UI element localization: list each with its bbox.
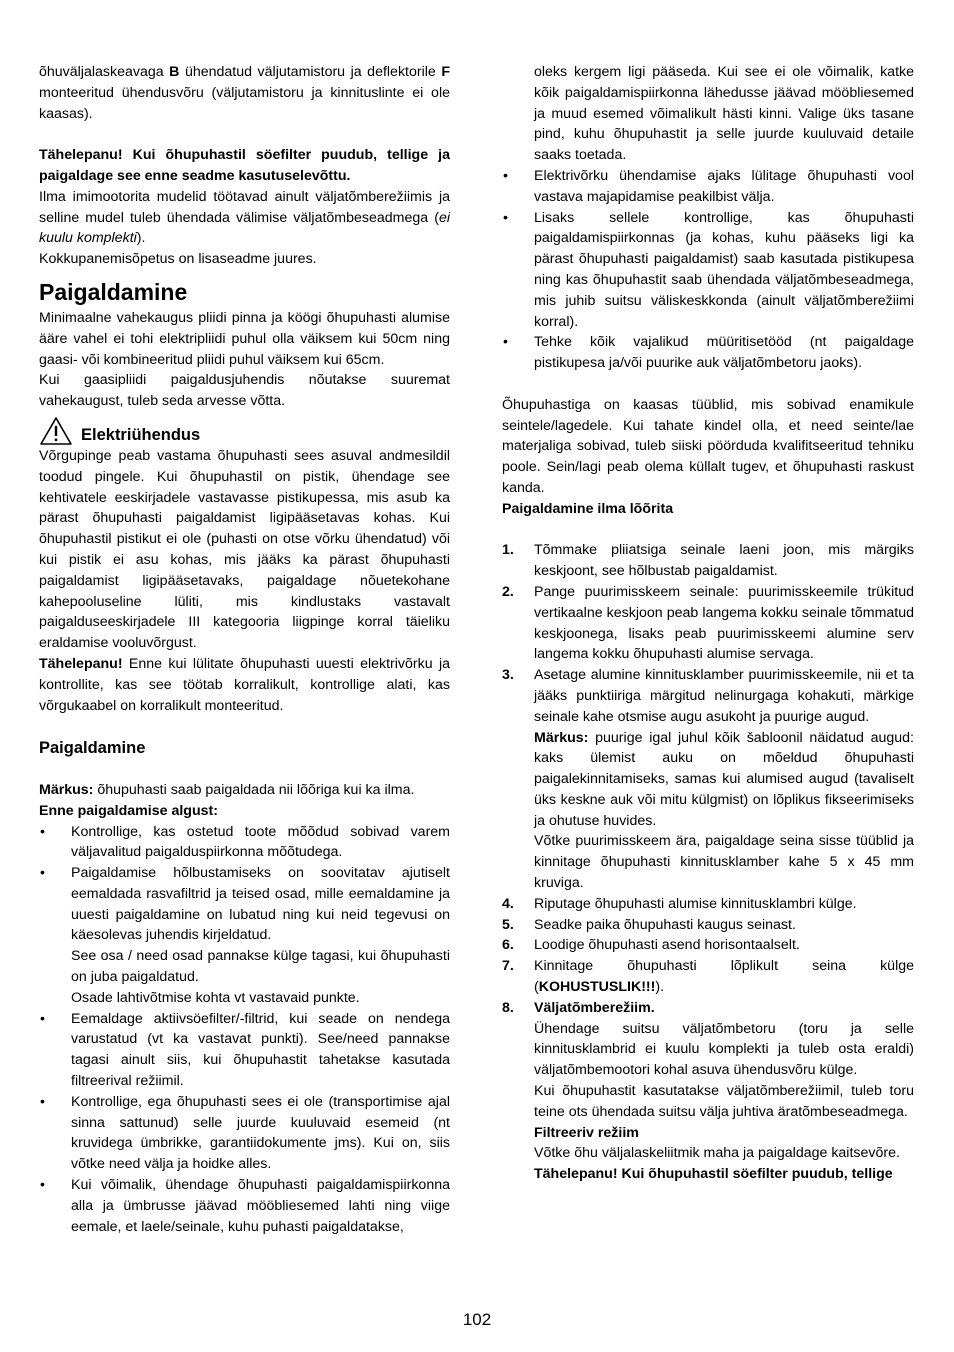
list-item: • Kui võimalik, ühendage õhupuhasti paigaldamispiirkonna alla ja ümbrusse jäävad mööbliesemed lahti ning viige eemale, et laele/seinale, kuhu puhasti paigaldatakse, xyxy=(39,1175,450,1237)
step-extra: Võtke puurimisskeem ära, paigaldage seina sisse tüüblid ja kinnitage õhupuhasti kinnitusklamber kahe 5 x 45 mm kruviga. xyxy=(534,833,914,892)
step-item: 3. Asetage alumine kinnitusklamber puurimisskeemile, nii et ta jääks punktiiriga märgitud nelinurgaga kohakuti, märkige seinale kahe otsmise augu asukoht ja puurige augud. Märkus: puurige igal juhul kõik šabloonil näidatud augud: kaks ülemist auku on mõeldud õhupuhasti paigalekinnitamiseks, samas kui alumised augud (tavaliselt üks keskne auk või mitu külgmist) on lõplikus fikseerimiseks ja ohutuse huvides. Võtke puurimisskeem ära, paigaldage seina sisse tüüblid ja kinnitage õhupuhasti kinnitusklamber kahe 5 x 45 mm kruviga. xyxy=(502,665,914,894)
step-text: Kui õhupuhastit kasutatakse väljatõmberežiimil, tuleb toru teine ots ühendada suitsu välja juhtiva äratõmbeseadmega. xyxy=(534,1083,914,1120)
before-install-heading: Enne paigaldamise algust: xyxy=(39,802,218,819)
filter-mode-heading: Filtreeriv režiim xyxy=(534,1124,639,1141)
list-item: • Elektrivõrku ühendamise ajaks lülitage õhupuhasti vool vastava majapidamise peakilbist välja. xyxy=(502,166,914,208)
dowels-paragraph: Õhupuhastiga on kaasas tüüblid, mis sobivad enamikule seintele/lagedele. Kui tahate kindel olla, et need seinte/lae materjaliga sobivad, tuleb siiski pöörduda kvalifitseeritud tehniku poole. Sein/lagi peab olema küllalt tugev, et õhupuhasti raskust kanda. xyxy=(502,396,914,496)
warning-triangle-icon xyxy=(39,416,73,446)
continued-paragraph: oleks kergem ligi pääseda. Kui see ei ole võimalik, katke kõik paigaldamispiirkonna lähedusse jäävad mööbliesemed ja muud esemed võimalikult hästi kinni. Valige üks tasane pind, kuhu õhupuhastit ja selle juurde kuuluvaid detaile saaks toetada. xyxy=(534,64,914,164)
before-install-list xyxy=(39,822,450,1238)
step-item: 8. Väljatõmberežiim. Ühendage suitsu väljatõmbetoru (toru ja selle kinnitusklambrid ei kuulu komplekti ja tuleb osta eraldi) väljatõmbemootori kohal asuva ühendusvõru külge. Kui õhupuhastit kasutatakse väljatõmberežiimil, tuleb toru teine ots ühendada suitsu välja juhtiva äratõmbeseadmega. Filtreeriv režiim Võtke õhu väljalaskeliitmik maha ja paigaldage kaitsevõre. Tähelepanu! Kui õhupuhastil söefilter puudub, tellige xyxy=(502,998,914,1185)
gas-note-paragraph: Kui gaasipliidi paigaldusjuhendis nõutakse suuremat vahekaugust, tuleb seda arvesse võtta. xyxy=(39,372,450,410)
list-item: • Paigaldamise hõlbustamiseks on soovitatav ajutiselt eemaldada rasvafiltrid ja teised osad, mille eemaldamine ja uuesti paigaldamine on lubatud ning kui neid tegevusi on käesolevas juhendis kirjeldatud. See osa / need osad pannakse külge tagasi, kui õhupuhasti on juba paigaldatud. Osade lahtivõtmise kohta vt vastavaid punkte. xyxy=(39,863,450,1009)
step-item: 7. Kinnitage õhupuhasti lõplikult seina külge (KOHUSTUSLIK!!!). xyxy=(502,958,914,996)
list-item-extra: Osade lahtivõtmise kohta vt vastavaid punkte. xyxy=(71,989,360,1006)
prep-list xyxy=(502,166,914,374)
step-item: 1. Tõmmake pliiatsiga seinale laeni joon, mis märgiks keskjoont, see hõlbustab paigaldamist. xyxy=(502,542,914,580)
filter-mode-text: Võtke õhu väljalaskeliitmik maha ja paigaldage kaitsevõre. xyxy=(534,1145,900,1162)
step-item: 6. Loodige õhupuhasti asend horisontaalselt. xyxy=(502,937,800,954)
page-number: 102 xyxy=(462,1310,492,1329)
min-distance-paragraph: Minimaalne vahekaugus pliidi pinna ja köögi õhupuhasti alumise ääre vahel ei tohi elektripliidi puhul olla väiksem kui 50cm ning gaasi- või kombineeritud pliidi puhul väiksem kui 65cm. xyxy=(39,309,450,368)
remark-paragraph: Märkus: õhupuhasti saab paigaldada nii lõõriga kui ka ilma. xyxy=(39,781,415,798)
intro-paragraph: õhuväljalaskeavaga B ühendatud väljutamistoru ja deflektorile F monteeritud ühendusvõru (väljutamistoru ja kinnituslinte ei ole kaasas). xyxy=(39,64,450,122)
left-column xyxy=(39,62,450,1237)
step-item: 2. Pange puurimisskeem seinale: puurimisskeemile trükitud vertikaalne keskjoon peab langema kokku seinale tõmmatud keskjoonega, lisaks peab puurimisskeemi alumine serv langema kokku õhupuhasti alumise servaga. xyxy=(502,583,914,663)
electric-paragraph: Võrgupinge peab vastama õhupuhasti sees asuval andmesildil toodud pingele. Kui õhupuhastil on pistik, ühendage see kehtivatele eeskirjadele vastavasse pistikupessa, mis asub ka pärast õhupuhasti paigaldamist ligipääsetavas kohas. Kui õhupuhastil pistikut ei ole (puhasti on otse võrku ühendatud) või kui pistik ei asu kohas, mis jääks ka pärast õhupuhasti paigaldamist ligipääsetavaks, paigaldage nõuetekohane kahepooluseline lüliti, mis kindlustaks vastavalt paigalduseeskirjadele III kategooria liigpinge korral täieliku eraldamise vooluvõrgust. xyxy=(39,447,450,652)
heading-installation: Paigaldamine xyxy=(39,278,188,305)
list-item: • Kontrollige, ega õhupuhasti sees ei ole (transportimise ajal sinna sattunud) selle juurde kuuluvaid esemeid (nt kruvidega ümbrikke, garantiidokumente jms). Kui on, siis võtke need välja ja hoidke alles. xyxy=(39,1092,450,1175)
attention-paragraph: Tähelepanu! Enne kui lülitate õhupuhasti uuesti elektrivõrku ja kontrollite, kas see töötab korralikult, kontrollige alati, kas võrgukaabel on korralikult monteeritud. xyxy=(39,655,450,714)
heading-no-flue: Paigaldamine ilma lõõrita xyxy=(502,500,674,517)
list-item: • Tehke kõik vajalikud müüritisetööd (nt paigaldage pistikupesa ja/või puurike auk väljatõmbetoru jaoks). xyxy=(502,332,914,374)
step-remark: Märkus: puurige igal juhul kõik šabloonil näidatud augud: kaks ülemist auku on mõeldud õhupuhasti paigalekinnitamiseks, samas kui alumised augud (tavaliselt üks keskne auk või mitu külgmist) on lõplikus fikseerimiseks ja ohutuse huvides. xyxy=(534,729,914,829)
install-steps xyxy=(502,540,914,1185)
list-item: • Eemaldage aktiivsöefilter/-filtrid, kui seade on nendega varustatud (vt ka vastavat punkti). See/need pannakse tagasi ainult siis, kui õhupuhastit tahetakse kasutada filtreerival režiimil. xyxy=(39,1009,450,1092)
no-motor-paragraph: Ilma imimootorita mudelid töötavad ainult väljatõmberežiimis ja selline mudel tuleb ühendada välimise väljatõmbeseadmega (ei kuulu komplekti). xyxy=(39,188,450,247)
list-item: • Kontrollige, kas ostetud toote mõõdud sobivad varem väljavalitud paigalduspiirkonna mõõtudega. xyxy=(39,822,450,864)
list-item: • Lisaks sellele kontrollige, kas õhupuhasti paigaldamispiirkonnas (ja kohas, kuhu pääseks ligi ka pärast õhupuhasti paigaldamist) saab kasutada pistikupesa ning kas õhupuhastit saab ühendada väljatõmbeseadmega, mis juhib suitsu väliskeskkonda (ainult väljatõmberežiimi korral). xyxy=(502,208,914,333)
final-warning: Tähelepanu! Kui õhupuhastil söefilter puudub, tellige xyxy=(534,1166,893,1183)
electric-heading-row xyxy=(39,412,450,446)
step-item: 5. Seadke paika õhupuhasti kaugus seinast. xyxy=(502,916,796,933)
warning-paragraph: Tähelepanu! Kui õhupuhastil söefilter puudub, tellige ja paigaldage see enne seadme kasutuselevõttu. xyxy=(39,147,450,184)
list-item-extra: See osa / need osad pannakse külge tagasi, kui õhupuhasti on juba paigaldatud. xyxy=(71,948,450,986)
heading-installation-2: Paigaldamine xyxy=(39,739,146,758)
step-text: Ühendage suitsu väljatõmbetoru (toru ja selle kinnitusklambrid ei kuulu komplekti ja tuleb osta eraldi) väljatõmbemootori kohal asuva ühendusvõru külge. xyxy=(534,1020,914,1079)
heading-electric: Elektriühendus xyxy=(81,425,201,444)
assembly-note: Kokkupanemisõpetus on lisaseadme juures. xyxy=(39,251,317,268)
step-item: 4. Riputage õhupuhasti alumise kinnitusklambri külge. xyxy=(502,895,857,912)
right-column xyxy=(502,62,914,1185)
